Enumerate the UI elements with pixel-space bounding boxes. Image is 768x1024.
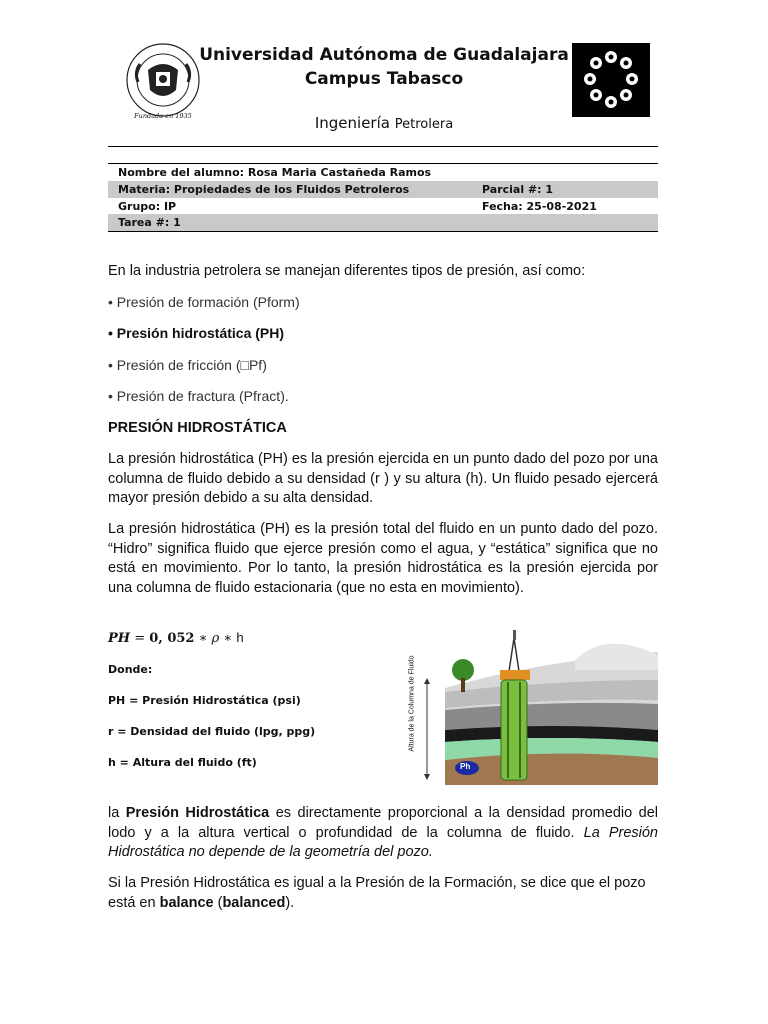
- intro-text: En la industria petrolera se manejan diferentes tipos de presión, así como:: [108, 263, 586, 279]
- para3-mid: es directamente proporcional a la densidad promedio del lodo y a la altura vertical o profundidad de la columna de fluido.: [108, 805, 658, 841]
- subject: Materia: Propiedades de los Fluidos Petroleros: [118, 183, 410, 196]
- university-name: Universidad Autónoma de Guadalajara: [199, 45, 569, 65]
- section-heading: PRESIÓN HIDROSTÁTICA: [108, 420, 287, 436]
- para4-end: ).: [285, 894, 295, 911]
- program-word-a: Ingeniería: [314, 114, 390, 132]
- paragraph-2: La presión hidrostática (PH) es la presión total del fluido en un punto dado del pozo. “Hidro” significa fluido que ejerce presión como el agua, y “estática” significa que no está en movimiento. Por lo tanto, la presión hidrostática es la presión ejercida por una columna de fluido estacionaria (que no esta en movimiento).: [108, 521, 658, 596]
- diagram-vertical-label: Altura de la Columna de Fluido: [408, 655, 416, 752]
- where-density: r = Densidad del fluido (lpg, ppg): [108, 725, 316, 738]
- bullet-formation: • Presión de formación (Pform): [108, 294, 300, 310]
- task: Tarea #: 1: [118, 216, 181, 229]
- where-label: Donde:: [108, 663, 153, 676]
- para4-pre: Si la Presión Hidrostática es igual a la Presión de la Formación, se dice que el pozo está en: [108, 875, 646, 911]
- partial: Parcial #: 1: [482, 183, 554, 196]
- bullet-friction: • Presión de fricción (□Pf): [108, 357, 267, 373]
- header-divider: [108, 146, 658, 147]
- para4-bold1: balance: [159, 894, 214, 911]
- student-name: Nombre del alumno: Rosa Maria Castañeda Ramos: [118, 166, 432, 179]
- para4-bold2: balanced: [222, 894, 286, 911]
- formula-const: 0, 052: [149, 631, 195, 646]
- group: Grupo: IP: [118, 200, 177, 213]
- para4-mid: (: [213, 894, 223, 911]
- campus-name: Campus Tabasco: [304, 69, 464, 89]
- table-row-subject: [108, 181, 658, 198]
- formula-eq: =: [130, 631, 150, 646]
- para3-bold: Presión Hidrostática: [125, 805, 270, 821]
- table-row-task: [108, 214, 658, 231]
- para3-pre: la: [108, 805, 126, 821]
- well-diagram: [405, 630, 658, 785]
- formula: [108, 630, 244, 646]
- seal-caption: Fundada en 1935: [134, 112, 192, 120]
- formula-lhs: PH: [108, 631, 131, 646]
- where-ph: PH = Presión Hidrostática (psi): [108, 694, 301, 707]
- where-height: h = Altura del fluido (ft): [108, 756, 257, 769]
- formula-rest: ∗ ρ ∗: [194, 631, 237, 646]
- diagram-ph-label: Ph: [460, 762, 471, 771]
- paragraph-3: [108, 804, 658, 863]
- program-title: [0, 114, 768, 132]
- table-row-group: [108, 198, 658, 215]
- formula-h: h: [236, 630, 244, 645]
- date: Fecha: 25-08-2021: [482, 200, 597, 213]
- bullet-hydrostatic: • Presión hidrostática (PH): [108, 325, 285, 341]
- paragraph-4: [108, 874, 658, 913]
- para3-italic: La Presión Hidrostática no depende de la geometría del pozo.: [108, 824, 658, 860]
- bullet-fracture: • Presión de fractura (Pfract).: [108, 388, 289, 404]
- program-word-b: Petrolera: [394, 117, 454, 132]
- paragraph-1: La presión hidrostática (PH) es la presión ejercida en un punto dado del pozo por una columna de fluido debido a su densidad (r ) y su altura (h). Un fluido pesado ejercerá mayor presión debido a su alta densidad.: [108, 451, 658, 506]
- table-row-student: [108, 164, 658, 181]
- table-bottom-border: [108, 231, 658, 232]
